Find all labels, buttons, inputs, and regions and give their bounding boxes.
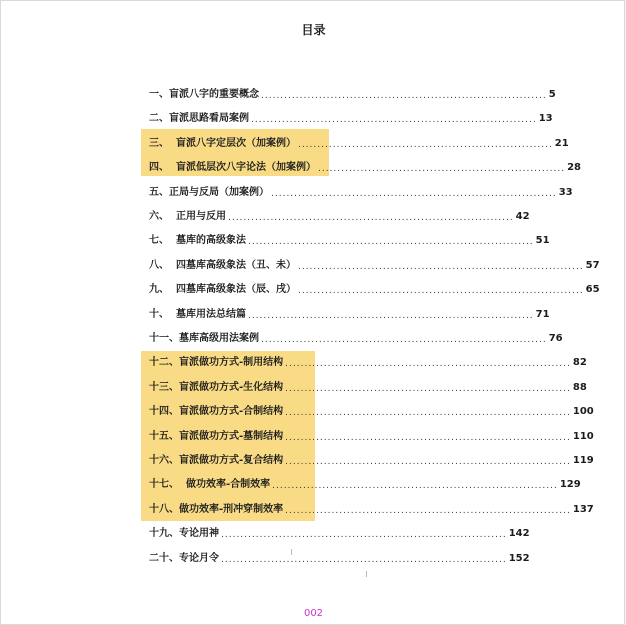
toc-entry-leader: .......................................................................... — [285, 457, 571, 467]
toc-entry[interactable] — [149, 233, 550, 248]
toc-entry-page: 142 — [508, 528, 530, 540]
toc-entry-leader: .......................................................................... — [297, 286, 584, 297]
toc-entry-title: 四墓库高级象法（辰、戌） — [175, 284, 296, 296]
toc-entry-number: 二、 — [149, 113, 169, 125]
toc-entry-title: 墓库用法总结篇 — [175, 308, 246, 320]
toc-entry-page: 13 — [538, 113, 553, 125]
toc-entry[interactable] — [149, 136, 569, 150]
toc-entry[interactable] — [149, 551, 530, 565]
toc-entry[interactable] — [149, 87, 556, 101]
toc-entry-title: 墓库的高级象法 — [175, 235, 246, 247]
toc-entry-title: 盲派八字的重要概念 — [169, 89, 259, 100]
toc-entry-title: 专论月令 — [179, 552, 219, 564]
toc-entry-title: 盲派做功方式-复合结构 — [179, 455, 284, 466]
toc-entry[interactable] — [149, 160, 581, 175]
toc-entry-page: 65 — [585, 284, 600, 296]
toc-entry-title: 墓库高级用法案例 — [179, 333, 259, 344]
toc-entry[interactable] — [149, 355, 587, 370]
toc-entry-leader: .......................................................................... — [261, 91, 547, 101]
toc-entry-title: 盲派低层次八字论法（加案例） — [175, 162, 316, 174]
toc-entry-title: 专论用神 — [179, 528, 219, 540]
toc-entry-page: 100 — [572, 406, 594, 418]
toc-entry-page: 129 — [559, 479, 581, 491]
toc-entry-number: 十四、 — [149, 406, 179, 418]
toc-entry-leader: .......................................................................... — [221, 530, 507, 541]
toc-entry-leader: .......................................................................... — [261, 335, 547, 345]
toc-entry-leader: .......................................................................... — [285, 505, 571, 516]
toc-entry-number: 二十、 — [149, 552, 179, 564]
toc-entry[interactable] — [149, 477, 581, 492]
toc-entry-number: 三、 — [149, 137, 176, 149]
toc-entry[interactable] — [149, 404, 594, 419]
toc-entry-leader: .......................................................................... — [251, 115, 537, 126]
toc-entry-page: 57 — [585, 259, 600, 271]
toc-entry-title: 盲派八字定层次（加案例） — [175, 137, 296, 149]
toc-entry-leader: ................................................................ — [317, 164, 566, 175]
toc-entry-title: 四墓库高级象法（丑、未） — [175, 259, 296, 271]
toc-entry-page: 110 — [572, 430, 594, 442]
toc-entry-number: 七、 — [149, 235, 176, 247]
toc-entry-page: 71 — [535, 308, 550, 320]
toc-entry-page: 21 — [554, 137, 569, 149]
toc-entry-title: 盲派做功方式-制用结构 — [179, 357, 284, 369]
scan-mark — [366, 571, 367, 577]
toc-entry-leader: .......................................................................... — [285, 359, 571, 370]
toc-entry-number: 十一、 — [149, 333, 179, 344]
toc-entry-page: 82 — [572, 357, 587, 369]
toc-entry-title: 做功效率-刑冲穿制效率 — [179, 503, 284, 515]
toc-entry-title: 正用与反用 — [175, 211, 226, 222]
toc-entry-number: 十八、 — [149, 503, 179, 515]
toc-entry-page: 42 — [515, 211, 530, 222]
toc-entry-number: 八、 — [149, 259, 176, 271]
toc-entry-number: 十七、 — [149, 479, 186, 491]
toc-entry-page: 28 — [567, 162, 581, 174]
toc-entry-leader: .......................................................................... — [285, 383, 571, 394]
toc-entry-leader: .......................................................................... — [272, 481, 558, 492]
toc-entry-page: 76 — [548, 333, 563, 344]
toc-entry[interactable] — [149, 331, 563, 345]
toc-entry-leader: .......................................................................... — [227, 213, 514, 223]
toc-entry-number: 十、 — [149, 308, 176, 320]
toc-entry-leader: .......................................................................... — [247, 310, 534, 321]
toc-entry[interactable] — [149, 185, 573, 199]
toc-entry-number: 十二、 — [149, 357, 179, 369]
toc-entry-page: 152 — [508, 552, 530, 564]
toc-entry-leader: .......................................................................... — [247, 237, 534, 248]
toc-entry-leader: .......................................................................... — [221, 554, 507, 565]
toc-entry-title: 盲派做功方式-生化结构 — [179, 381, 284, 393]
toc-entry[interactable] — [149, 502, 594, 516]
toc-entry-leader: .......................................................................... — [297, 261, 584, 272]
toc-entry-page: 51 — [535, 235, 550, 247]
toc-entry-number: 一、 — [149, 89, 169, 100]
toc-entry-leader: .......................................................................... — [271, 188, 557, 199]
toc-entry-page: 33 — [558, 186, 573, 198]
toc-entry-leader: .......................................................................... — [285, 432, 571, 443]
page-number: 002 — [303, 608, 324, 619]
toc-entry-page: 88 — [572, 381, 587, 393]
toc-entry-title: 正局与反局（加案例） — [169, 186, 269, 198]
toc-entry[interactable] — [149, 307, 550, 321]
toc-entry-title: 盲派做功方式-墓制结构 — [179, 430, 284, 442]
toc-entry[interactable] — [149, 453, 594, 467]
toc-entry[interactable] — [149, 282, 600, 297]
toc-entry[interactable] — [149, 209, 530, 223]
toc-entry[interactable] — [149, 380, 587, 394]
toc-entry-title: 盲派做功方式-合制结构 — [179, 406, 284, 418]
toc-entry-leader: .................................................................. — [297, 139, 553, 150]
toc-entry-leader: .......................................................................... — [285, 408, 571, 419]
toc-entry-number: 十三、 — [149, 381, 179, 393]
toc-entry-number: 九、 — [149, 284, 176, 296]
page-title: 目录 — [301, 23, 326, 37]
toc-entry[interactable] — [149, 111, 553, 126]
toc-entry[interactable] — [149, 258, 600, 272]
toc-entry[interactable] — [149, 526, 530, 541]
toc-entry-number: 四、 — [149, 162, 176, 174]
toc-entry-number: 十六、 — [149, 455, 179, 466]
toc-entry-number: 六、 — [149, 211, 176, 222]
toc-entry-page: 137 — [572, 503, 594, 515]
toc-entry-number: 五、 — [149, 186, 169, 198]
toc-entry-page: 5 — [548, 89, 556, 100]
toc-entry-title: 盲派思路看局案例 — [169, 113, 249, 125]
toc-entry-page: 119 — [572, 455, 594, 466]
toc-entry-number: 十九、 — [149, 528, 179, 540]
toc-entry-title: 做功效率-合制效率 — [185, 479, 271, 491]
toc-entry-number: 十五、 — [149, 430, 179, 442]
toc-entry[interactable] — [149, 429, 594, 443]
